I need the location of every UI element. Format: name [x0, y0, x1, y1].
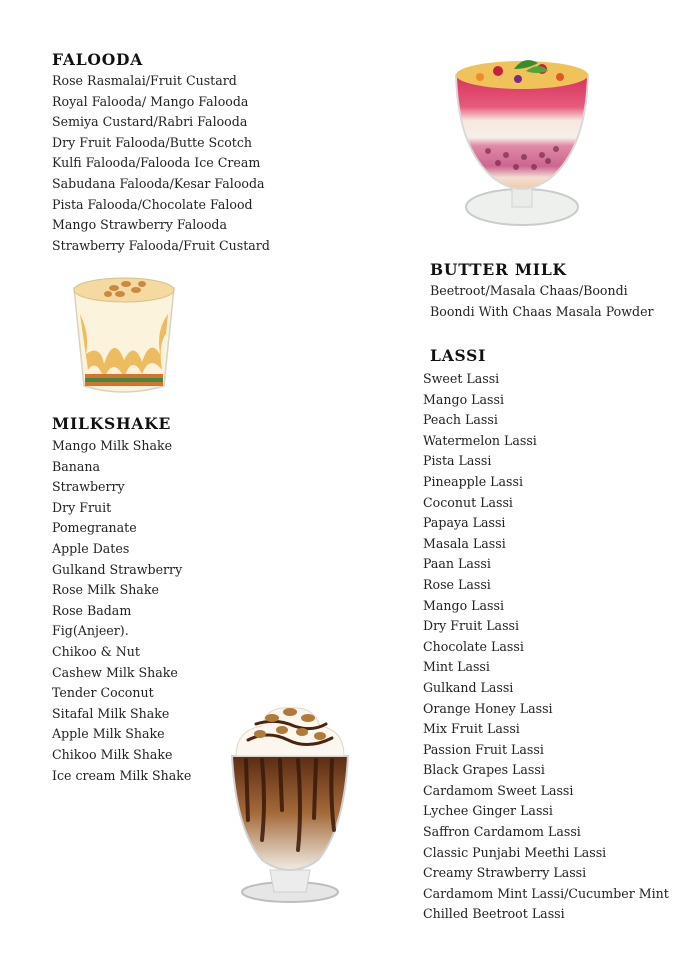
list-item: Watermelon Lassi: [423, 432, 537, 448]
list-item: Rose Badam: [52, 602, 132, 618]
list-item: Mango Strawberry Falooda: [52, 217, 227, 233]
list-item: Rose Rasmalai/Fruit Custard: [52, 73, 237, 88]
list-item: Classic Punjabi Meethi Lassi: [423, 844, 607, 860]
list-item: Sweet Lassi: [423, 371, 500, 386]
list-item: Orange Honey Lassi: [423, 700, 553, 716]
list-item: Beetroot/Masala Chaas/Boondi: [430, 283, 628, 298]
list-item: Apple Milk Shake: [52, 726, 165, 742]
list-item: Semiya Custard/Rabri Falooda: [52, 114, 248, 130]
lassi-heading: LASSI: [430, 346, 487, 365]
list-item: Mango Lassi: [423, 597, 504, 613]
list-item: Tender Coconut: [52, 685, 154, 701]
list-item: Ice cream Milk Shake: [52, 767, 192, 783]
list-item: Mint Lassi: [423, 659, 490, 675]
list-item: Kulfi Falooda/Falooda Ice Cream: [52, 155, 261, 171]
list-item: Peach Lassi: [423, 412, 498, 428]
list-item: Masala Lassi: [423, 535, 506, 551]
list-item: Mango Lassi: [423, 391, 504, 407]
list-item: Gulkand Strawberry: [52, 561, 183, 577]
butter-milk-list: [430, 281, 654, 322]
list-item: Strawberry Falooda/Fruit Custard: [52, 237, 270, 253]
list-item: Banana: [52, 458, 101, 474]
chocolate-shake-glass-icon: [222, 700, 358, 908]
milkshake-heading: MILKSHAKE: [52, 414, 172, 433]
list-item: Black Grapes Lassi: [423, 762, 545, 778]
list-item: Cardamom Mint Lassi/Cucumber Mint: [423, 885, 669, 901]
list-item: Saffron Cardamom Lassi: [423, 824, 581, 840]
list-item: Pineapple Lassi: [423, 473, 524, 489]
list-item: Lychee Ginger Lassi: [423, 803, 553, 819]
falooda-heading: FALOODA: [52, 50, 144, 69]
list-item: Mango Milk Shake: [52, 438, 173, 453]
list-item: Pista Lassi: [423, 453, 492, 469]
list-item: Chikoo Milk Shake: [52, 746, 173, 762]
list-item: Cashew Milk Shake: [52, 664, 178, 680]
list-item: Sabudana Falooda/Kesar Falooda: [52, 175, 265, 191]
list-item: Rose Milk Shake: [52, 582, 159, 598]
list-item: Rose Lassi: [423, 576, 491, 592]
list-item: Paan Lassi: [423, 556, 491, 572]
milkshake-list: [52, 436, 191, 786]
list-item: Dry Fruit Lassi: [423, 618, 520, 634]
list-item: Pista Falooda/Chocolate Falood: [52, 196, 253, 212]
list-item: Royal Falooda/ Mango Falooda: [52, 93, 249, 109]
list-item: Cardamom Sweet Lassi: [423, 782, 574, 798]
list-item: Dry Fruit Falooda/Butte Scotch: [52, 134, 253, 150]
list-item: Strawberry: [52, 479, 125, 495]
falooda-list: [52, 71, 270, 256]
list-item: Chikoo & Nut: [52, 643, 140, 659]
falooda-glass-icon: [448, 55, 596, 233]
list-item: Sitafal Milk Shake: [52, 705, 170, 721]
list-item: Gulkand Lassi: [423, 679, 514, 695]
list-item: Papaya Lassi: [423, 515, 506, 531]
list-item: Mix Fruit Lassi: [423, 721, 520, 737]
mango-lassi-glass-icon: [70, 274, 178, 400]
list-item: Pomegranate: [52, 520, 137, 536]
list-item: Dry Fruit: [52, 499, 112, 515]
list-item: Chocolate Lassi: [423, 638, 524, 654]
list-item: Fig(Anjeer).: [52, 623, 129, 639]
list-item: Chilled Beetroot Lassi: [423, 906, 565, 922]
list-item: Passion Fruit Lassi: [423, 741, 544, 757]
lassi-list: [423, 369, 669, 925]
list-item: Coconut Lassi: [423, 494, 513, 510]
list-item: Creamy Strawberry Lassi: [423, 865, 587, 881]
butter-milk-heading: BUTTER MILK: [430, 260, 567, 279]
list-item: Boondi With Chaas Masala Powder: [430, 303, 654, 319]
list-item: Apple Dates: [52, 540, 130, 556]
